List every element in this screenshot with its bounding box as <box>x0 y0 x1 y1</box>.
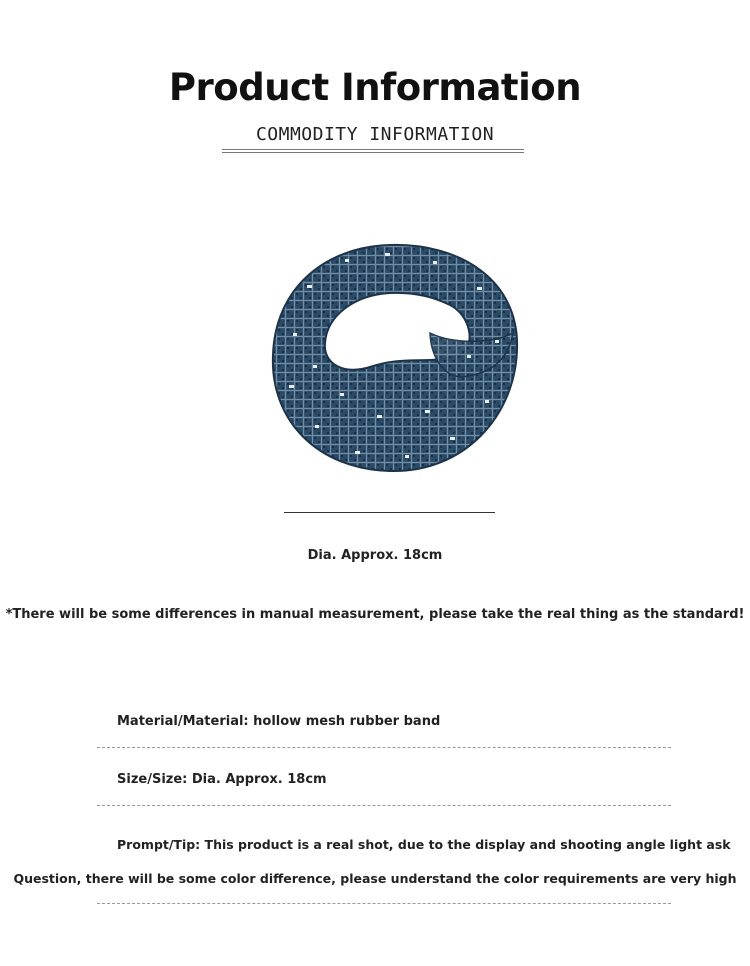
spec-material: Material/Material: hollow mesh rubber band <box>117 714 441 729</box>
page-subtitle: COMMODITY INFORMATION <box>255 124 495 145</box>
knit-headband-image <box>245 215 535 505</box>
subtitle-rule-bottom <box>222 152 524 153</box>
subtitle-rule-top <box>222 149 524 150</box>
diameter-caption: Dia. Approx. 18cm <box>307 548 443 563</box>
image-underline <box>284 512 495 513</box>
spec-divider <box>97 903 671 904</box>
spec-divider <box>97 747 671 748</box>
spec-divider <box>97 805 671 806</box>
spec-size: Size/Size: Dia. Approx. 18cm <box>117 772 327 787</box>
spec-tip-line-2: Question, there will be some color difference, please understand the color requirements are very high <box>13 871 737 886</box>
measurement-notice: *There will be some differences in manual measurement, please take the real thing as the standard! <box>5 607 745 622</box>
spec-tip-line-1: Prompt/Tip: This product is a real shot, due to the display and shooting angle light ask <box>117 837 731 852</box>
page-title: Product Information <box>168 66 582 109</box>
